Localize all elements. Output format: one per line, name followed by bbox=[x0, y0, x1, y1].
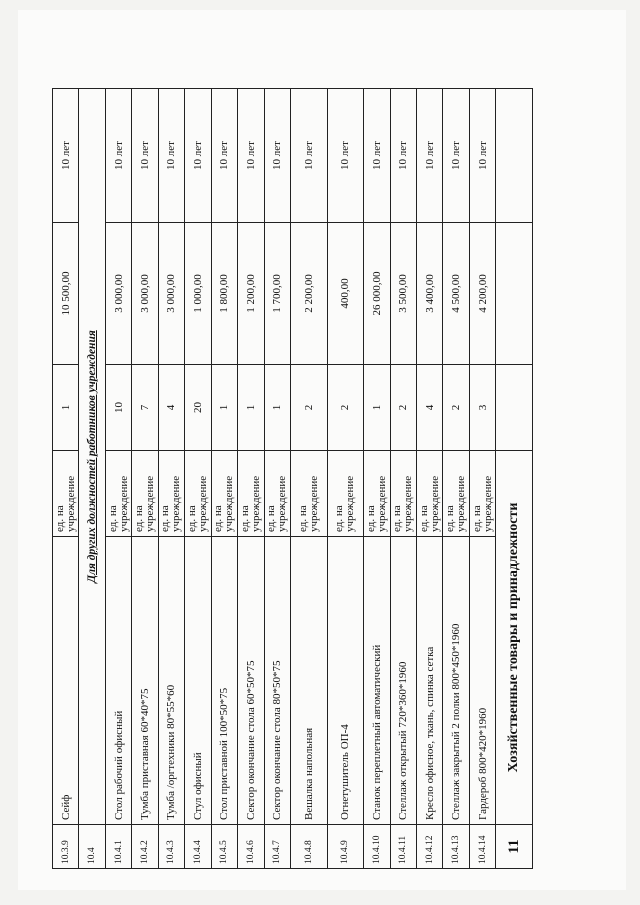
item-term: 10 лет bbox=[327, 89, 364, 223]
item-name: Вешалка напольная bbox=[290, 537, 327, 825]
item-term: 10 лет bbox=[238, 89, 264, 223]
item-number: 10.4.8 bbox=[290, 825, 327, 869]
item-price: 3 000,00 bbox=[105, 223, 131, 365]
item-name: Стул офисный bbox=[185, 537, 211, 825]
table-row bbox=[469, 89, 495, 869]
section-number: 11 bbox=[496, 825, 533, 869]
item-price: 26 000,00 bbox=[364, 223, 390, 365]
item-unit: ед. на учреждение bbox=[185, 451, 211, 537]
item-quantity: 2 bbox=[327, 365, 364, 451]
item-quantity: 4 bbox=[417, 365, 443, 451]
item-unit: ед. на учреждение bbox=[364, 451, 390, 537]
item-number: 10.4.11 bbox=[390, 825, 416, 869]
empty-cell bbox=[496, 223, 533, 365]
item-name: Стол приставной 100*50*75 bbox=[211, 537, 237, 825]
item-number: 10.4.9 bbox=[327, 825, 364, 869]
item-price: 2 200,00 bbox=[290, 223, 327, 365]
item-name: Тумба приставная 60*40*75 bbox=[132, 537, 158, 825]
item-number: 10.4.4 bbox=[185, 825, 211, 869]
item-name: Станок переплетный автоматический bbox=[364, 537, 390, 825]
item-term: 10 лет bbox=[443, 89, 469, 223]
table-row bbox=[185, 89, 211, 869]
item-price: 1 200,00 bbox=[238, 223, 264, 365]
item-number: 10.4.5 bbox=[211, 825, 237, 869]
item-unit: ед. на учреждение bbox=[132, 451, 158, 537]
table-row bbox=[390, 89, 416, 869]
empty-cell bbox=[496, 89, 533, 223]
item-unit: ед. на учреждение bbox=[417, 451, 443, 537]
table-row bbox=[53, 89, 79, 869]
item-price: 400,00 bbox=[327, 223, 364, 365]
table-row bbox=[211, 89, 237, 869]
item-term: 10 лет bbox=[211, 89, 237, 223]
item-quantity: 2 bbox=[390, 365, 416, 451]
item-quantity: 20 bbox=[185, 365, 211, 451]
item-quantity: 1 bbox=[211, 365, 237, 451]
item-term: 10 лет bbox=[185, 89, 211, 223]
item-term: 10 лет bbox=[264, 89, 290, 223]
item-quantity: 4 bbox=[158, 365, 184, 451]
item-price: 1 800,00 bbox=[211, 223, 237, 365]
item-unit: ед. на учреждение bbox=[264, 451, 290, 537]
furniture-norms-table bbox=[52, 88, 533, 869]
table-row bbox=[364, 89, 390, 869]
item-price: 1 000,00 bbox=[185, 223, 211, 365]
item-price: 3 000,00 bbox=[158, 223, 184, 365]
item-number: 10.4.6 bbox=[238, 825, 264, 869]
item-name: Кресло офисное, ткань, спинка сетка bbox=[417, 537, 443, 825]
item-term: 10 лет bbox=[364, 89, 390, 223]
item-term: 10 лет bbox=[469, 89, 495, 223]
item-name: Сектор окончание стола 60*50*75 bbox=[238, 537, 264, 825]
item-number: 10.4.13 bbox=[443, 825, 469, 869]
table-row bbox=[290, 89, 327, 869]
table-row bbox=[327, 89, 364, 869]
item-number: 10.4.12 bbox=[417, 825, 443, 869]
item-unit: ед. на учреждение bbox=[469, 451, 495, 537]
item-unit: ед. на учреждение bbox=[105, 451, 131, 537]
item-number: 10.4 bbox=[79, 825, 105, 869]
item-name: Тумба /оргтехники 80*55*60 bbox=[158, 537, 184, 825]
item-term: 10 лет bbox=[158, 89, 184, 223]
table-row bbox=[443, 89, 469, 869]
table-row bbox=[105, 89, 131, 869]
item-number: 10.4.7 bbox=[264, 825, 290, 869]
table-row bbox=[158, 89, 184, 869]
item-quantity: 1 bbox=[238, 365, 264, 451]
item-unit: ед. на учреждение bbox=[290, 451, 327, 537]
item-price: 3 000,00 bbox=[132, 223, 158, 365]
item-unit: ед. на учреждение bbox=[53, 451, 79, 537]
table-row bbox=[417, 89, 443, 869]
section-title: Хозяйственные товары и принадлежности bbox=[496, 451, 533, 825]
item-quantity: 1 bbox=[264, 365, 290, 451]
item-name: Гардероб 800*420*1960 bbox=[469, 537, 495, 825]
section-row bbox=[496, 89, 533, 869]
item-unit: ед. на учреждение bbox=[327, 451, 364, 537]
item-number: 10.4.1 bbox=[105, 825, 131, 869]
item-unit: ед. на учреждение bbox=[390, 451, 416, 537]
item-name: Стеллаж открытый 720*360*1960 bbox=[390, 537, 416, 825]
item-number: 10.4.14 bbox=[469, 825, 495, 869]
item-unit: ед. на учреждение bbox=[158, 451, 184, 537]
item-number: 10.3.9 bbox=[53, 825, 79, 869]
table-row bbox=[238, 89, 264, 869]
item-price: 10 500,00 bbox=[53, 223, 79, 365]
item-term: 10 лет bbox=[290, 89, 327, 223]
item-quantity: 3 bbox=[469, 365, 495, 451]
item-number: 10.4.2 bbox=[132, 825, 158, 869]
item-term: 10 лет bbox=[105, 89, 131, 223]
item-price: 3 500,00 bbox=[390, 223, 416, 365]
item-unit: ед. на учреждение bbox=[443, 451, 469, 537]
item-quantity: 1 bbox=[364, 365, 390, 451]
item-name: Сектор окончание стола 80*50*75 bbox=[264, 537, 290, 825]
empty-cell bbox=[496, 365, 533, 451]
item-number: 10.4.10 bbox=[364, 825, 390, 869]
item-unit: ед. на учреждение bbox=[211, 451, 237, 537]
item-quantity: 7 bbox=[132, 365, 158, 451]
table-row bbox=[79, 89, 105, 869]
rotated-table-container bbox=[52, 89, 533, 869]
table-row bbox=[132, 89, 158, 869]
item-name: Стеллаж закрытый 2 полки 800*450*1960 bbox=[443, 537, 469, 825]
item-price: 4 200,00 bbox=[469, 223, 495, 365]
item-name: Сейф bbox=[53, 537, 79, 825]
item-price: 4 500,00 bbox=[443, 223, 469, 365]
item-name: Стол рабочий офисный bbox=[105, 537, 131, 825]
table-row bbox=[264, 89, 290, 869]
item-number: 10.4.3 bbox=[158, 825, 184, 869]
item-unit: ед. на учреждение bbox=[238, 451, 264, 537]
item-name: Огнетушитель ОП-4 bbox=[327, 537, 364, 825]
item-quantity: 2 bbox=[290, 365, 327, 451]
item-price: 1 700,00 bbox=[264, 223, 290, 365]
item-quantity: 10 bbox=[105, 365, 131, 451]
item-price: 3 400,00 bbox=[417, 223, 443, 365]
item-term: 10 лет bbox=[132, 89, 158, 223]
item-quantity: 2 bbox=[443, 365, 469, 451]
item-term: 10 лет bbox=[390, 89, 416, 223]
subheading: Для других должностей работников учреждения bbox=[79, 89, 105, 825]
item-term: 10 лет bbox=[417, 89, 443, 223]
item-term: 10 лет bbox=[53, 89, 79, 223]
item-quantity: 1 bbox=[53, 365, 79, 451]
